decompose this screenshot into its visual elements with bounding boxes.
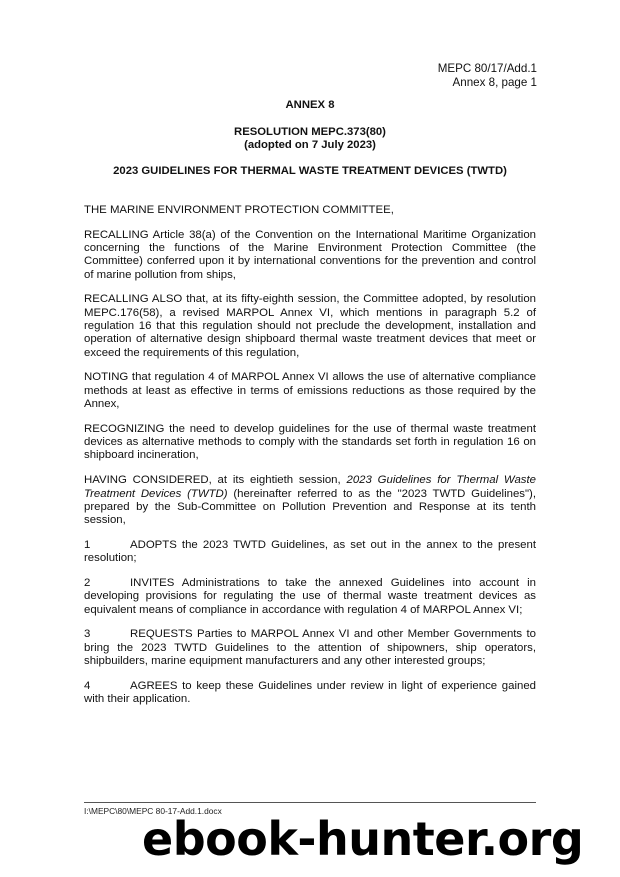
- footer-divider: [84, 802, 536, 803]
- committee-paragraph: THE MARINE ENVIRONMENT PROTECTION COMMITTEE,: [84, 204, 394, 216]
- paragraph-text: ADOPTS the 2023 TWTD Guidelines, as set out in the annex to the present resolution;: [84, 538, 536, 565]
- reference-line-2: Annex 8, page 1: [452, 76, 537, 89]
- watermark: ebook-hunter.org: [142, 812, 584, 866]
- noting-paragraph: NOTING that regulation 4 of MARPOL Annex VI allows the use of alternative compliance methods at least as effective in terms of emissions reductions as those required by the Annex,: [84, 371, 536, 411]
- paragraph-number: 3: [84, 628, 91, 641]
- guidelines-italic-title: 2023 Guidelines for Thermal Waste Treatment Devices (TWTD): [84, 474, 536, 500]
- having-considered-paragraph: [84, 474, 536, 527]
- paragraph-number: 4: [84, 679, 91, 692]
- adoption-date: (adopted on 7 July 2023): [244, 139, 376, 151]
- recognizing-paragraph: RECOGNIZING the need to develop guidelines for the use of thermal waste treatment devices as alternative methods to comply with the standards set forth in regulation 16 on shipboard incineration,: [84, 422, 536, 462]
- reference-line-1: MEPC 80/17/Add.1: [437, 62, 537, 75]
- paragraph-text: INVITES Administrations to take the annexed Guidelines into account in developing provisions for regulating the use of thermal waste treatment devices as equivalent means of compliance in accordance with regulation 4 of MARPOL Annex VI;: [84, 577, 536, 616]
- having-considered-lead: HAVING CONSIDERED, at its eightieth session,: [84, 474, 347, 487]
- operative-paragraph-2: [84, 577, 536, 617]
- footer-file-path: I:\MEPC\80\MEPC 80-17-Add.1.docx: [84, 806, 222, 816]
- paragraph-text: REQUESTS Parties to MARPOL Annex VI and other Member Governments to bring the 2023 TWTD Guidelines to the attention of shipowners, ship operators, shipbuilders, marine equipment manufacturers and any other interested groups;: [84, 628, 536, 668]
- having-considered-rest: (hereinafter referred to as the "2023 TWTD Guidelines"), prepared by the Sub-Committee on Pollution Prevention and Response at its tenth session,: [84, 487, 536, 527]
- resolution-title: RESOLUTION MEPC.373(80): [234, 126, 386, 138]
- annex-title: ANNEX 8: [285, 99, 335, 111]
- recalling-also-paragraph: RECALLING ALSO that, at its fifty-eighth session, the Committee adopted, by resolution MEPC.176(58), a revised MARPOL Annex VI, which mentions in paragraph 5.2 of regulation 16 that this regulation should not preclude the development, installation and operation of alternative design shipboard thermal waste treatment devices that meet or exceed the requirements of this regulation,: [84, 293, 536, 359]
- document-reference: [438, 62, 537, 90]
- paragraph-number: 2: [84, 577, 91, 590]
- resolution-body: [84, 204, 536, 718]
- paragraph-text: AGREES to keep these Guidelines under review in light of experience gained with their application.: [84, 679, 536, 706]
- paragraph-number: 1: [84, 538, 91, 551]
- operative-paragraph-1: [84, 539, 536, 566]
- guidelines-title: 2023 GUIDELINES FOR THERMAL WASTE TREATMENT DEVICES (TWTD): [113, 165, 507, 177]
- recalling-paragraph: RECALLING Article 38(a) of the Convention on the International Maritime Organization concerning the functions of the Marine Environment Protection Committee (the Committee) conferred upon it by international conventions for the prevention and control of marine pollution from ships,: [84, 228, 536, 281]
- operative-paragraph-4: [84, 680, 536, 707]
- operative-paragraph-3: [84, 628, 536, 668]
